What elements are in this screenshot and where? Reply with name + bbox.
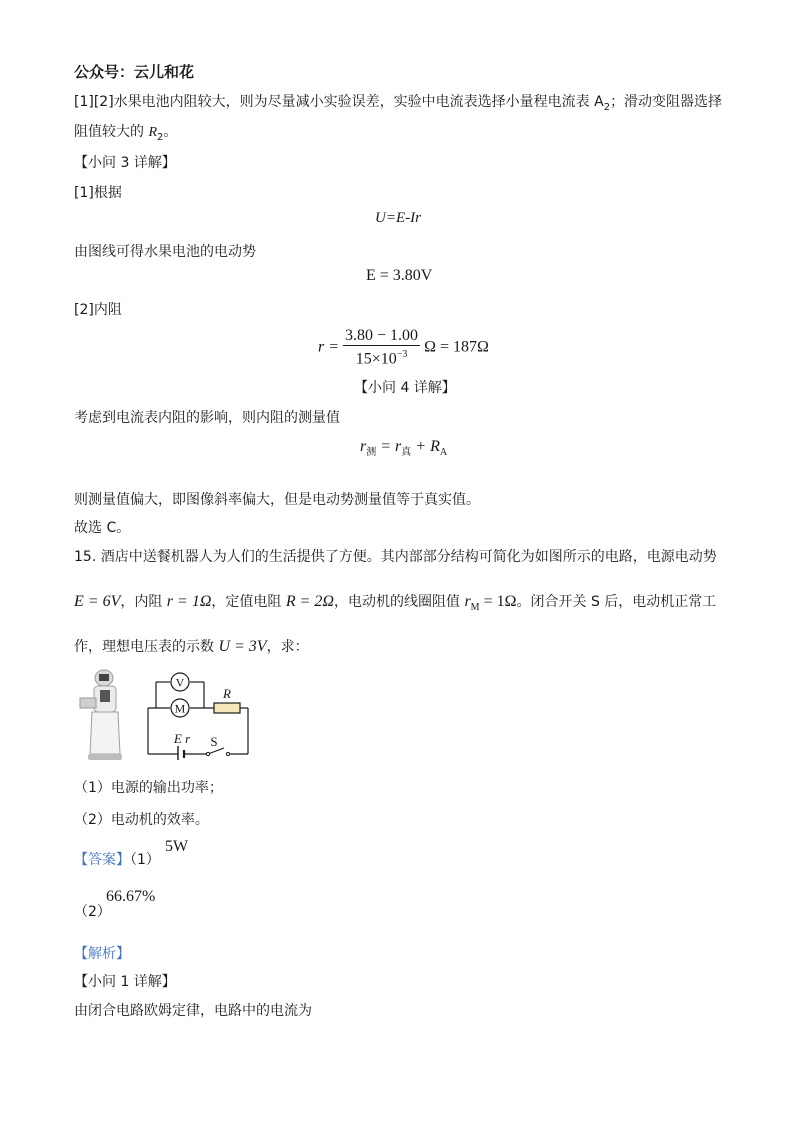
equation-internal-resistance	[318, 327, 489, 368]
robot-tray	[80, 698, 96, 708]
text-span: ，电动机的线圈阻值	[333, 594, 465, 610]
source-label: E r	[173, 731, 191, 746]
equation-measured-r	[360, 438, 447, 458]
variable: r	[360, 438, 367, 455]
text-span: ，求：	[266, 639, 309, 655]
section-title: 【小问 4 详解】	[354, 380, 456, 396]
answer-label: 【答案】	[74, 852, 130, 868]
robot-screen	[100, 690, 110, 702]
variable: + R	[411, 438, 440, 455]
denominator-base: 15×10	[355, 350, 397, 368]
answer-line	[74, 850, 160, 870]
variable: R	[148, 125, 158, 140]
voltmeter-label: V	[175, 675, 185, 690]
subscript: M	[470, 601, 480, 613]
text-span: 。	[163, 124, 178, 140]
subscript: A	[439, 447, 448, 459]
sub-question: （2）电动机的效率。	[74, 812, 209, 828]
text-span: 阻值较大的	[74, 124, 149, 140]
switch-contact	[226, 752, 229, 755]
paragraph-line	[74, 92, 722, 118]
answer-index-2: （2）	[74, 904, 111, 920]
analysis-label: 【解析】	[74, 946, 130, 962]
equation-rhs: Ω = 187Ω	[424, 338, 489, 356]
variable: r	[464, 593, 471, 610]
robot-body	[90, 712, 120, 754]
subscript: 2	[603, 101, 611, 113]
variable: = r	[376, 438, 402, 455]
answer-index: （1）	[130, 852, 160, 868]
section-title: 【小问 3 详解】	[74, 155, 176, 171]
section-title: 【小问 1 详解】	[74, 974, 176, 990]
answer-value-2: 66.67%	[106, 888, 156, 905]
paragraph-line: [2]内阻	[74, 302, 122, 318]
exponent: −3	[396, 349, 408, 360]
variable: E = 6V	[74, 593, 121, 610]
text-span: 作，理想电压表的示数	[74, 639, 219, 655]
motor-label: M	[174, 701, 186, 716]
account-header: 公众号：云儿和花	[74, 63, 195, 81]
variable: r = 1Ω	[166, 593, 212, 610]
fraction	[343, 327, 420, 368]
text-span: ；滑动变阻器选择	[610, 94, 723, 110]
paragraph-line: 考虑到电流表内阻的影响，则内阻的测量值	[74, 410, 340, 426]
answer-value-1: 5W	[165, 838, 189, 855]
fraction-denominator	[343, 346, 420, 368]
equation-emf: E = 3.80V	[366, 267, 433, 284]
robot-illustration	[74, 668, 136, 764]
text-span: 。闭合开关 S 后，电动机正常工	[516, 594, 717, 610]
paragraph-line	[74, 122, 177, 148]
variable: = 1Ω	[479, 593, 517, 610]
paragraph-line: 则测量值偏大，即图像斜率偏大，但是电动势测量值等于真实值。	[74, 492, 480, 508]
switch-label: S	[210, 734, 218, 749]
subscript: 测	[366, 447, 377, 459]
resistor-label: R	[223, 686, 231, 701]
variable: R = 2Ω	[285, 593, 334, 610]
variable: U = 3V	[218, 638, 267, 655]
paragraph-line: 故选 C。	[74, 520, 131, 536]
sub-question: （1）电源的输出功率；	[74, 780, 223, 796]
question-15-line: 15. 酒店中送餐机器人为人们的生活提供了方便。其内部部分结构可简化为如图所示的电路，电源电动势	[74, 549, 717, 565]
text-span: ，定值电阻	[211, 594, 286, 610]
fraction-numerator: 3.80 − 1.00	[345, 327, 419, 344]
circuit-diagram	[144, 668, 256, 760]
equation-u-e-ir: U=E-Ir	[375, 210, 421, 226]
robot-face	[99, 674, 109, 681]
switch-contact	[206, 752, 209, 755]
resistor-symbol	[214, 703, 240, 713]
robot-base	[88, 754, 122, 760]
subscript: 真	[401, 447, 412, 459]
paragraph-line: 由图线可得水果电池的电动势	[74, 244, 256, 260]
equation-lhs: r =	[318, 338, 340, 356]
question-15-line	[74, 592, 716, 618]
text-span: [1][2]水果电池内阻较大，则为尽量减小实验误差，实验中电流表选择小量程电流表 A	[74, 94, 604, 110]
paragraph-line: 由闭合电路欧姆定律，电路中的电流为	[74, 1003, 312, 1019]
text-span: ，内阻	[120, 594, 167, 610]
paragraph-line: [1]根据	[74, 185, 122, 201]
question-15-line	[74, 637, 309, 657]
subscript: 2	[157, 131, 164, 143]
